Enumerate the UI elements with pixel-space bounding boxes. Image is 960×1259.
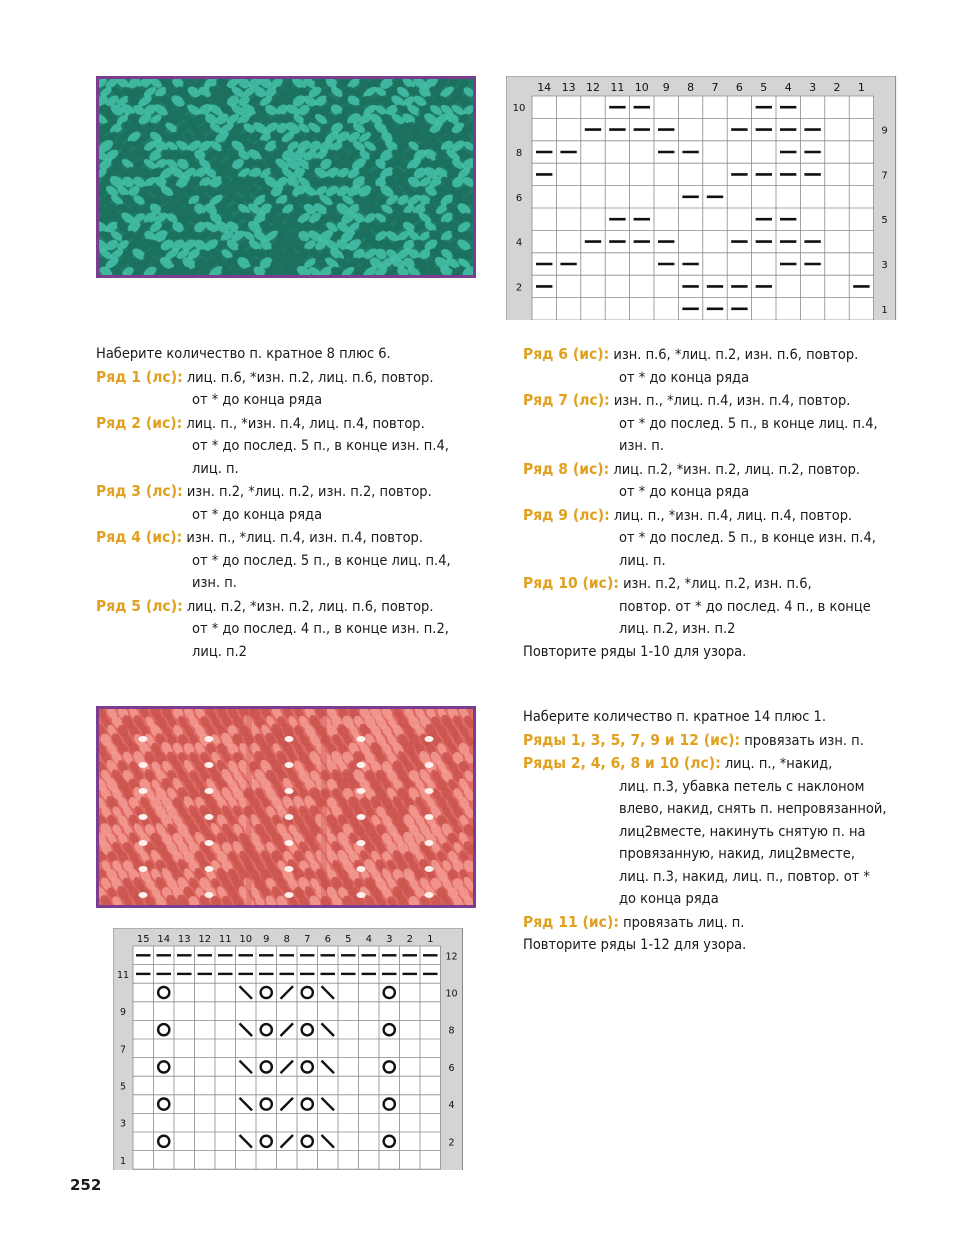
- row-number-left: 5: [119, 1081, 127, 1093]
- knitting-chart-1: [506, 76, 902, 324]
- lace-hole: [139, 866, 148, 872]
- row-text: изн. п.2, *лиц. п.2, изн. п.6,: [623, 576, 812, 592]
- lace-hole: [425, 736, 434, 742]
- lace-hole: [357, 736, 366, 742]
- column-number: 14: [157, 934, 171, 945]
- lace-hole: [357, 814, 366, 820]
- lace-hole: [285, 736, 294, 742]
- instruction-row: [523, 752, 923, 911]
- row-text-continuation: от * до конца ряда: [619, 369, 750, 386]
- lace-hole: [285, 866, 294, 872]
- row-text: провязать изн. п.: [744, 732, 864, 749]
- lace-hole: [139, 788, 148, 794]
- row-number-right: 7: [881, 170, 888, 182]
- row-text-continuation: изн. п.: [619, 438, 664, 454]
- column-number: 2: [406, 934, 413, 945]
- row-text-continuation: лиц2вместе, накинуть снятую п. на: [619, 823, 866, 840]
- lace-hole: [285, 788, 294, 794]
- instruction-row: [96, 412, 486, 481]
- column-number: 3: [386, 934, 393, 945]
- row-number-right: 2: [448, 1137, 455, 1149]
- rib-column: [246, 709, 252, 905]
- column-number: 7: [304, 934, 311, 945]
- row-label: Ряд 11 (ис):: [523, 912, 619, 931]
- column-number: 10: [239, 934, 253, 945]
- lace-hole: [357, 840, 366, 846]
- row-text-continuation: до конца ряда: [619, 891, 719, 907]
- row-text: изн. п.6, *лиц. п.2, изн. п.6, повтор.: [613, 347, 859, 363]
- row-text-continuation: лиц. п.: [619, 552, 666, 569]
- page-number: 252: [70, 1176, 102, 1194]
- knit-swatch-photo-pink: [96, 706, 476, 908]
- column-number: 5: [760, 81, 768, 94]
- pattern-2-intro: Наберите количество п. кратное 14 плюс 1.: [523, 709, 826, 725]
- row-text-continuation: влево, накид, снять п. непровязанной,: [619, 801, 887, 817]
- row-text-continuation: от * до конца ряда: [192, 506, 323, 523]
- instruction-row: [523, 389, 923, 458]
- pattern-1-intro: Наберите количество п. кратное 8 плюс 6.: [96, 346, 391, 362]
- chart-2-grid: [113, 928, 463, 1170]
- row-label: Ряды 2, 4, 6, 8 и 10 (лс):: [523, 754, 721, 772]
- row-number-left: 2: [515, 282, 523, 294]
- row-number-right: 12: [445, 951, 458, 963]
- row-label: Ряды 1, 3, 5, 7, 9 и 12 (ис):: [523, 730, 741, 749]
- lace-hole: [357, 866, 366, 872]
- row-text: изн. п., *лиц. п.4, изн. п.4, повтор.: [186, 530, 423, 546]
- row-label: Ряд 5 (лс):: [96, 596, 183, 615]
- column-number: 11: [610, 81, 625, 94]
- column-number: 12: [198, 934, 212, 945]
- row-number-left: 9: [119, 1007, 127, 1019]
- row-text-continuation: лиц. п.2: [192, 643, 247, 660]
- row-text-continuation: лиц. п.3, убавка петель с наклоном: [619, 778, 865, 795]
- row-number-left: 10: [512, 103, 526, 115]
- column-number: 13: [177, 934, 191, 945]
- lace-hole: [285, 840, 294, 846]
- lace-hole: [425, 762, 434, 768]
- instruction-row: [96, 480, 486, 526]
- row-text: лиц. п., *изн. п.4, лиц. п.4, повтор.: [613, 507, 853, 524]
- row-text-continuation: от * до послед. 5 п., в конце изн. п.4,: [192, 438, 449, 454]
- row-text: изн. п., *лиц. п.4, изн. п.4, повтор.: [613, 393, 851, 409]
- row-text-continuation: повтор. от * до послед. 4 п., в конце: [619, 598, 871, 615]
- lace-hole: [425, 866, 434, 872]
- row-label: Ряд 8 (ис):: [523, 459, 610, 478]
- row-label: Ряд 6 (ис):: [523, 345, 610, 363]
- column-number: 13: [561, 81, 576, 94]
- row-text-continuation: от * до конца ряда: [192, 392, 323, 408]
- row-number-right: 1: [881, 304, 888, 316]
- column-number: 14: [537, 81, 552, 94]
- row-number-left: 11: [116, 969, 130, 981]
- instruction-row: [523, 729, 923, 753]
- row-number-left: 8: [515, 148, 523, 159]
- chart-1-grid: [506, 76, 902, 320]
- instruction-row: [96, 595, 486, 664]
- row-text-continuation: лиц. п.2, изн. п.2: [619, 621, 736, 637]
- row-text-continuation: лиц. п.: [192, 460, 239, 477]
- lace-hole: [357, 762, 366, 768]
- row-number-right: 3: [881, 260, 888, 271]
- row-text: лиц. п.6, *изн. п.2, лиц. п.6, повтор.: [186, 369, 434, 386]
- row-number-right: 6: [448, 1062, 455, 1074]
- column-number: 4: [365, 934, 372, 945]
- instruction-row: [523, 343, 923, 389]
- row-text: лиц. п.2, *изн. п.2, лиц. п.2, повтор.: [613, 461, 861, 478]
- lace-hole: [285, 892, 294, 898]
- row-text-continuation: изн. п.: [192, 575, 237, 591]
- lace-hole: [205, 762, 214, 768]
- row-number-left: 6: [515, 192, 523, 204]
- column-number: 15: [136, 934, 150, 945]
- instruction-row: [523, 458, 923, 504]
- row-text-continuation: от * до послед. 4 п., в конце изн. п.2,: [192, 621, 449, 637]
- lace-hole: [425, 840, 434, 846]
- knitting-chart-2: [113, 928, 463, 1174]
- row-label: Ряд 4 (ис):: [96, 528, 183, 546]
- instruction-row: [523, 911, 923, 935]
- column-number: 1: [857, 81, 865, 94]
- pattern-1-instructions-right: [523, 343, 923, 663]
- row-number-left: 1: [119, 1155, 127, 1167]
- row-text-continuation: от * до послед. 5 п., в конце лиц. п.4,: [619, 415, 878, 432]
- row-label: Ряд 10 (ис):: [523, 574, 619, 592]
- lace-hole: [205, 814, 214, 820]
- row-text: лиц. п.2, *изн. п.2, лиц. п.6, повтор.: [186, 598, 434, 615]
- row-number-right: 5: [881, 215, 888, 227]
- row-text-continuation: от * до послед. 5 п., в конце изн. п.4,: [619, 530, 876, 546]
- row-number-right: 9: [881, 125, 888, 137]
- knit-swatch-pink-image: [99, 709, 473, 905]
- instruction-row: [96, 366, 486, 412]
- row-number-left: 7: [119, 1044, 127, 1056]
- row-text: лиц. п., *накид,: [724, 756, 833, 772]
- lace-hole: [357, 892, 366, 898]
- row-label: Ряд 3 (лс):: [96, 482, 183, 500]
- lace-hole: [357, 788, 366, 794]
- lace-hole: [285, 762, 294, 768]
- lace-hole: [425, 892, 434, 898]
- column-number: 11: [218, 934, 232, 945]
- column-number: 4: [784, 81, 792, 94]
- knit-swatch-green-image: [99, 79, 473, 275]
- column-number: 9: [662, 81, 670, 94]
- lace-hole: [139, 762, 148, 768]
- column-number: 2: [833, 81, 841, 94]
- row-label: Ряд 2 (ис):: [96, 413, 183, 432]
- instruction-row: [96, 526, 486, 595]
- row-label: Ряд 9 (лс):: [523, 505, 610, 524]
- row-number-right: 8: [448, 1025, 455, 1037]
- lace-hole: [205, 840, 214, 846]
- column-number: 10: [634, 81, 649, 94]
- lace-hole: [139, 736, 148, 742]
- column-number: 6: [735, 81, 743, 94]
- pattern-1-instructions-left: [96, 343, 486, 663]
- row-text: лиц. п., *изн. п.4, лиц. п.4, повтор.: [186, 415, 425, 432]
- pattern-2-instructions: [523, 706, 923, 957]
- row-number-left: 4: [515, 237, 523, 249]
- lace-hole: [205, 788, 214, 794]
- lace-hole: [139, 892, 148, 898]
- row-label: Ряд 7 (лс):: [523, 391, 610, 409]
- lace-hole: [139, 814, 148, 820]
- row-text-continuation: лиц. п.3, накид, лиц. п., повтор. от *: [619, 868, 870, 885]
- knit-swatch-photo-green: [96, 76, 476, 278]
- lace-hole: [139, 840, 148, 846]
- lace-hole: [205, 736, 214, 742]
- column-number: 8: [283, 934, 290, 945]
- instruction-row: [523, 504, 923, 573]
- lace-hole: [205, 866, 214, 872]
- lace-hole: [425, 814, 434, 820]
- column-number: 1: [427, 934, 434, 945]
- row-text: провязать лиц. п.: [623, 914, 745, 931]
- row-text: изн. п.2, *лиц. п.2, изн. п.2, повтор.: [186, 484, 432, 500]
- row-label: Ряд 1 (лс):: [96, 367, 183, 386]
- row-text-continuation: провязанную, накид, лиц2вместе,: [619, 846, 855, 862]
- column-number: 7: [711, 81, 719, 94]
- row-number-right: 4: [448, 1100, 455, 1112]
- row-text-continuation: от * до послед. 5 п., в конце лиц. п.4,: [192, 552, 451, 569]
- lace-hole: [425, 788, 434, 794]
- column-number: 3: [809, 81, 817, 94]
- pattern-2-outro: Повторите ряды 1-12 для узора.: [523, 937, 747, 953]
- lace-hole: [285, 814, 294, 820]
- lace-hole: [205, 892, 214, 898]
- column-number: 9: [263, 934, 270, 945]
- rib-column: [321, 709, 327, 905]
- column-number: 12: [586, 81, 600, 94]
- row-number-right: 10: [445, 988, 458, 1000]
- column-number: 5: [345, 934, 352, 945]
- column-number: 8: [687, 81, 695, 94]
- row-number-left: 3: [119, 1118, 127, 1130]
- pattern-1-outro: Повторите ряды 1-10 для узора.: [523, 643, 747, 660]
- column-number: 6: [324, 934, 331, 945]
- row-text-continuation: от * до конца ряда: [619, 484, 750, 500]
- instruction-row: [523, 572, 923, 641]
